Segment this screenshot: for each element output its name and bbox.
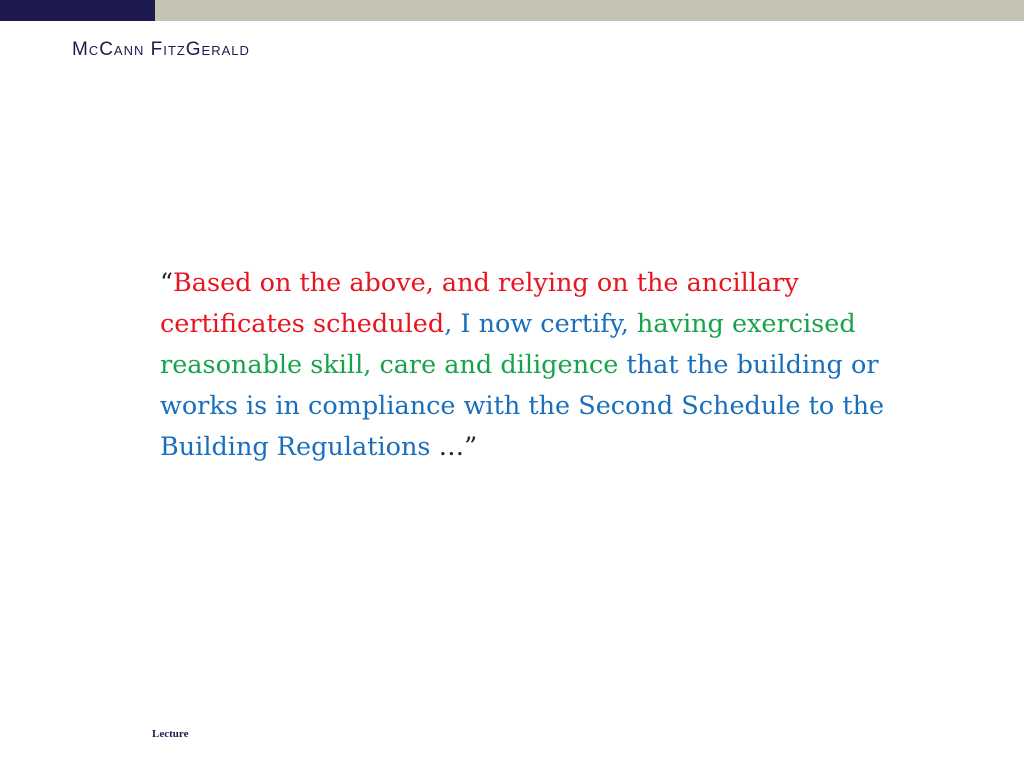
quote-segment-blue-compliance: that the building or works is in compliance with the Second Schedule to the Building Regulations: [160, 350, 885, 462]
certification-quote: [160, 263, 920, 468]
quote-segment-blue-certify: , I now certify,: [444, 309, 637, 339]
quote-ellipsis: …: [438, 432, 465, 462]
company-logo: McCann FitzGerald: [72, 39, 250, 60]
header-bar-navy-block: [0, 0, 155, 21]
header-bar-grey-strip: [155, 0, 1024, 21]
quote-segment-red: Based on the above, and relying on the ancillary certificates scheduled: [160, 268, 799, 339]
header-bar: [0, 0, 1024, 21]
footer-label: Lecture: [152, 728, 189, 740]
quote-segment-green: having exercised reasonable skill, care and diligence: [160, 309, 856, 380]
open-quote-mark: “: [160, 268, 174, 298]
close-quote-mark: ”: [464, 432, 478, 462]
